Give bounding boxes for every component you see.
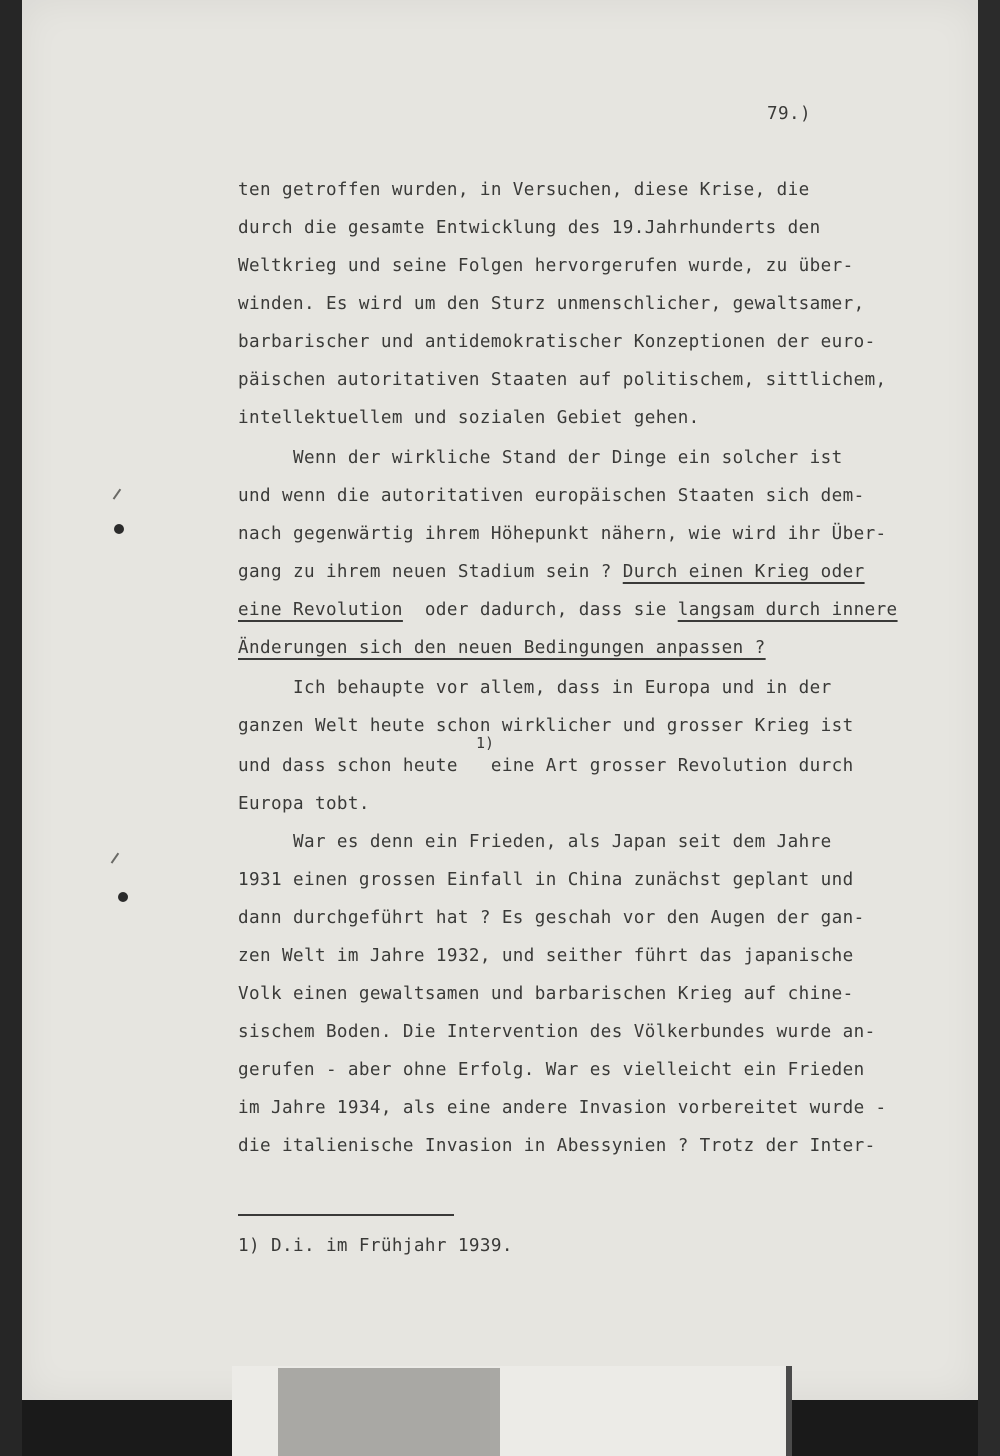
footnote-divider [238,1214,454,1216]
punch-hole [114,524,124,534]
scanner-border-right [978,0,1000,1456]
body-line: gerufen - aber ohne Erfolg. War es vielleicht ein Frieden [238,1060,865,1080]
underlined-phrase: eine Revolution [238,600,403,620]
underlined-phrase: Änderungen sich den neuen Bedingungen anpassen ? [238,638,766,658]
body-line [238,562,865,582]
body-line: ganzen Welt heute schon wirklicher und grosser Krieg ist [238,716,854,736]
footnote-reference: 1) [476,734,495,752]
body-text: oder dadurch, dass sie [402,600,678,620]
body-line: dann durchgeführt hat ? Es geschah vor den Augen der gan- [238,908,865,928]
body-line: und wenn die autoritativen europäischen Staaten sich dem- [238,486,865,506]
body-line: barbarischer und antidemokratischer Konzeptionen der euro- [238,332,876,352]
scanner-border-left [0,0,22,1456]
underlined-phrase: langsam durch innere [677,600,898,620]
body-line: durch die gesamte Entwicklung des 19.Jahrhunderts den [238,218,821,238]
body-line: die italienische Invasion in Abessynien ? Trotz der Inter- [238,1136,876,1156]
body-line: Weltkrieg und seine Folgen hervorgerufen wurde, zu über- [238,256,854,276]
body-line: War es denn ein Frieden, als Japan seit dem Jahre [238,832,832,852]
body-line: nach gegenwärtig ihrem Höhepunkt nähern, wie wird ihr Über- [238,524,887,544]
gray-patch [278,1368,500,1456]
card-edge [786,1366,792,1456]
body-line: sischem Boden. Die Intervention des Völkerbundes wurde an- [238,1022,876,1042]
body-line: päischen autoritativen Staaten auf politischem, sittlichem, [238,370,887,390]
typewritten-page [22,0,978,1400]
page-number: 79.) [767,104,811,124]
punch-hole [118,892,128,902]
underlined-phrase: Durch einen Krieg oder [622,562,865,582]
body-line: zen Welt im Jahre 1932, und seither führt das japanische [238,946,854,966]
body-line: Wenn der wirkliche Stand der Dinge ein solcher ist [238,448,843,468]
body-line: und dass schon heute eine Art grosser Revolution durch [238,756,854,776]
body-line: winden. Es wird um den Sturz unmenschlicher, gewaltsamer, [238,294,865,314]
body-line: Volk einen gewaltsamen und barbarischen Krieg auf chine- [238,984,854,1004]
body-text: gang zu ihrem neuen Stadium sein ? [238,562,623,582]
body-line [238,638,766,658]
body-line: Europa tobt. [238,794,370,814]
footnote-text: 1) D.i. im Frühjahr 1939. [238,1236,513,1256]
body-line [238,600,898,620]
body-line: ten getroffen wurden, in Versuchen, diese Krise, die [238,180,810,200]
body-line: intellektuellem und sozialen Gebiet gehen. [238,408,700,428]
body-line: 1931 einen grossen Einfall in China zunächst geplant und [238,870,854,890]
body-line: im Jahre 1934, als eine andere Invasion vorbereitet wurde - [238,1098,887,1118]
body-line: Ich behaupte vor allem, dass in Europa und in der [238,678,832,698]
